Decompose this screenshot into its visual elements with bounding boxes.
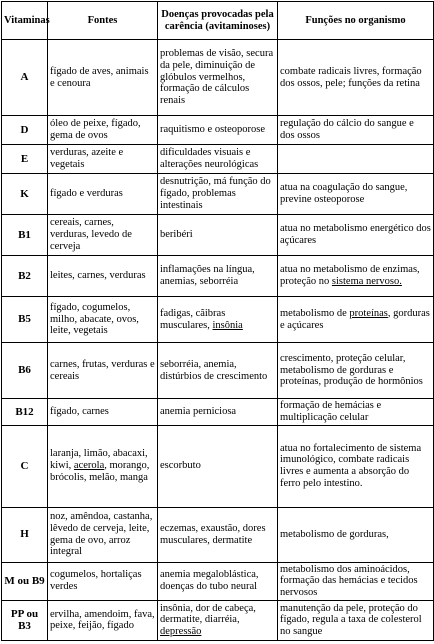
- functions-cell: [278, 215, 434, 256]
- cell-text-segment: fadigas, cãibras musculares,: [160, 307, 226, 331]
- cell-text-segment: laranja, limão, abacaxi, kiwi,: [50, 448, 148, 472]
- cell-text-segment: inflamações na língua, anemias, seborréia: [160, 264, 255, 287]
- table-row: [2, 145, 434, 174]
- vitamin-name: C: [2, 425, 48, 507]
- vitamin-name: D: [2, 116, 48, 145]
- table-row: [2, 40, 434, 116]
- table-row: [2, 256, 434, 297]
- vitamin-name: B6: [2, 343, 48, 399]
- sources-cell: [48, 116, 158, 145]
- vitamin-name: M ou B9: [2, 562, 48, 600]
- cell-text-segment: insônia, dor de cabeça, dermatite, diarréia,: [160, 602, 256, 626]
- vitamin-name: K: [2, 174, 48, 215]
- table-row: [2, 297, 434, 343]
- cell-text-segment: anemia megaloblástica, doenças do tubo neural: [160, 569, 259, 593]
- vitamin-name: B1: [2, 215, 48, 256]
- deficiency-diseases-cell: [158, 40, 278, 116]
- functions-cell: [278, 343, 434, 399]
- cell-text-segment: fígado e verduras: [50, 188, 123, 200]
- cell-text-segment: fígado, carnes: [50, 405, 109, 417]
- cell-text-segment: problemas de visão, secura da pele, diminuição de glóbulos vermelhos, formação de cálculos renais: [160, 48, 274, 107]
- sources-cell: [48, 425, 158, 507]
- cell-text-segment: fígado de aves, animais e cenoura: [50, 65, 149, 89]
- functions-cell: [278, 399, 434, 426]
- vitamin-name: E: [2, 145, 48, 174]
- underlined-link-text: depressão: [160, 626, 202, 638]
- functions-cell: [278, 256, 434, 297]
- cell-text-segment: , gorduras e açúcares: [280, 307, 430, 331]
- functions-cell: [278, 145, 434, 174]
- cell-text-segment: beribéri: [160, 229, 193, 241]
- vitamin-name: B12: [2, 399, 48, 426]
- cell-text-segment: verduras, azeite e vegetais: [50, 147, 124, 170]
- cell-text-segment: desnutrição, má função do fígado, problemas intestinais: [160, 176, 271, 211]
- header-fontes: Fontes: [48, 2, 158, 40]
- deficiency-diseases-cell: [158, 562, 278, 600]
- functions-cell: [278, 297, 434, 343]
- cell-text-segment: noz, amêndoa, castanha, lêvedo de cerveja, leite, gema de ovo, arroz integral: [50, 511, 153, 558]
- cell-text-segment: óleo de peixe, fígado, gema de ovos: [50, 118, 141, 141]
- underlined-link-text: proteínas: [349, 307, 388, 319]
- table-row: [2, 425, 434, 507]
- cell-text-segment: fígado, cogumelos, milho, abacate, ovos, leite, vegetais: [50, 301, 139, 337]
- vitamins-table: [1, 1, 434, 641]
- table-row: [2, 399, 434, 426]
- sources-cell: [48, 343, 158, 399]
- sources-cell: [48, 174, 158, 215]
- header-funcoes: Funções no organismo: [278, 2, 434, 40]
- underlined-link-text: sistema nervoso.: [331, 276, 402, 287]
- sources-cell: [48, 600, 158, 640]
- functions-cell: [278, 562, 434, 600]
- deficiency-diseases-cell: [158, 215, 278, 256]
- cell-text-segment: combate radicais livres, formação dos ossos, pele; funções da retina: [280, 65, 422, 89]
- deficiency-diseases-cell: [158, 256, 278, 297]
- cell-text-segment: atua na coagulação do sangue, previne osteoporose: [280, 182, 408, 205]
- cell-text-segment: dificuldades visuais e alterações neurológicas: [160, 147, 259, 170]
- table-row: [2, 215, 434, 256]
- cell-text-segment: atua no fortalecimento de sistema imunológico, combate radicais livres e aumenta a absorção do ferro pelo intestino.: [280, 442, 422, 489]
- cell-text-segment: metabolismo dos aminoácidos, formação das hemácias e tecidos nervosos: [280, 563, 418, 598]
- cell-text-segment: leites, carnes, verduras: [50, 270, 146, 282]
- table-row: [2, 600, 434, 640]
- table-header-row: [2, 2, 434, 40]
- table-row: [2, 562, 434, 600]
- functions-cell: [278, 600, 434, 640]
- header-doencas: Doenças provocadas pela carência (avitaminoses): [158, 2, 278, 40]
- functions-cell: [278, 425, 434, 507]
- table-row: [2, 507, 434, 562]
- vitamin-name: A: [2, 40, 48, 116]
- vitamin-name: PP ou B3: [2, 600, 48, 640]
- cell-text-segment: , morango, brócolis, melão, manga: [50, 460, 150, 483]
- sources-cell: [48, 256, 158, 297]
- sources-cell: [48, 562, 158, 600]
- cell-text-segment: cogumelos, hortaliças verdes: [50, 569, 142, 593]
- underlined-link-text: acerola: [73, 460, 105, 472]
- sources-cell: [48, 215, 158, 256]
- underlined-link-text: insônia: [212, 319, 243, 331]
- cell-text-segment: raquitismo e osteoporose: [160, 124, 265, 136]
- deficiency-diseases-cell: [158, 343, 278, 399]
- sources-cell: [48, 297, 158, 343]
- vitamin-name: B5: [2, 297, 48, 343]
- cell-text-segment: crescimento, proteção celular, metabolismo de gorduras e proteínas, produção de hormônios: [280, 352, 423, 388]
- deficiency-diseases-cell: [158, 174, 278, 215]
- table-row: [2, 343, 434, 399]
- table-body: [2, 40, 434, 641]
- functions-cell: [278, 40, 434, 116]
- cell-text-segment: cereais, carnes, verduras, levedo de cerveja: [50, 217, 132, 252]
- cell-text-segment: eczemas, exaustão, dores musculares, dermatite: [160, 522, 266, 546]
- deficiency-diseases-cell: [158, 116, 278, 145]
- cell-text-segment: anemia perniciosa: [160, 405, 237, 417]
- cell-text-segment: metabolismo de: [280, 307, 350, 319]
- deficiency-diseases-cell: [158, 600, 278, 640]
- functions-cell: [278, 116, 434, 145]
- cell-text-segment: regulação do cálcio do sangue e dos ossos: [280, 118, 414, 141]
- cell-text-segment: formação de hemácias e multiplicação celular: [280, 400, 382, 423]
- cell-text-segment: manutenção da pele, proteção do fígado, regula a taxa de colesterol no sangue: [280, 602, 422, 638]
- deficiency-diseases-cell: [158, 425, 278, 507]
- deficiency-diseases-cell: [158, 507, 278, 562]
- cell-text-segment: ervilha, amendoim, fava, peixe, feijão, fígado: [50, 608, 155, 632]
- sources-cell: [48, 399, 158, 426]
- cell-text-segment: seborréia, anemia, distúrbios de crescimento: [160, 358, 268, 382]
- vitamin-name: H: [2, 507, 48, 562]
- table-row: [2, 174, 434, 215]
- sources-cell: [48, 145, 158, 174]
- sources-cell: [48, 507, 158, 562]
- deficiency-diseases-cell: [158, 399, 278, 426]
- header-vitaminas: Vitaminas: [2, 2, 48, 40]
- cell-text-segment: atua no metabolismo energético dos açúcares: [280, 223, 431, 246]
- deficiency-diseases-cell: [158, 145, 278, 174]
- table-row: [2, 116, 434, 145]
- cell-text-segment: metabolismo de gorduras,: [280, 528, 389, 540]
- cell-text-segment: escorbuto: [160, 460, 201, 472]
- functions-cell: [278, 507, 434, 562]
- cell-text-segment: carnes, frutas, verduras e cereais: [50, 358, 155, 382]
- cell-text-segment: atua no metabolismo de enzimas, proteção no: [280, 264, 420, 287]
- functions-cell: [278, 174, 434, 215]
- deficiency-diseases-cell: [158, 297, 278, 343]
- vitamin-name: B2: [2, 256, 48, 297]
- sources-cell: [48, 40, 158, 116]
